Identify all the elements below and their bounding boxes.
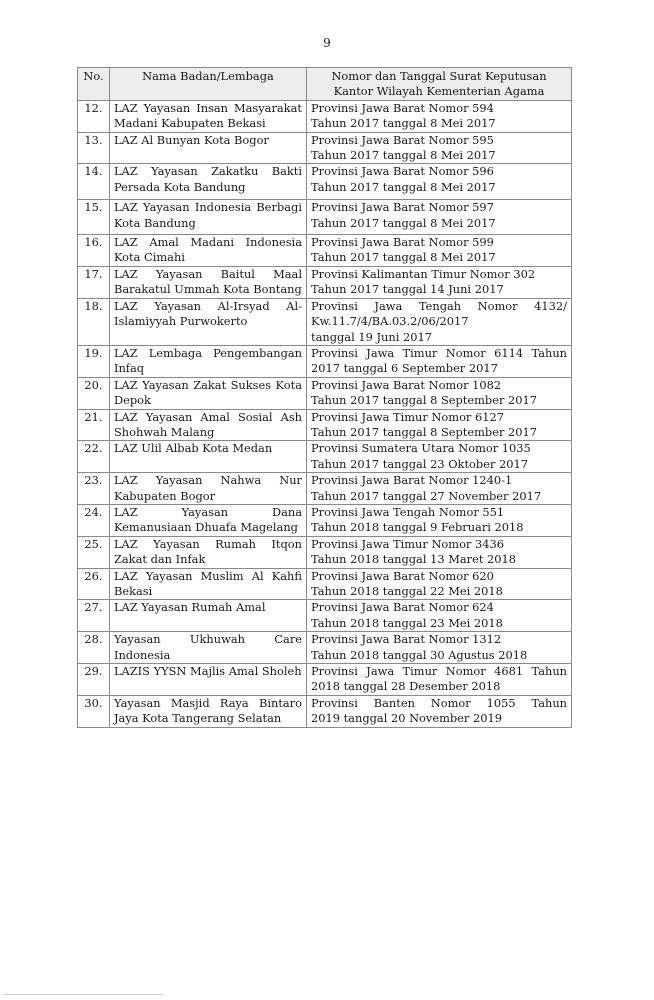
decree-line-2: Tahun 2017 tanggal 8 September 2017 xyxy=(311,393,537,408)
institution-name: LAZ Lembaga Pengembangan Infaq xyxy=(109,345,306,377)
decree-cell xyxy=(307,266,572,298)
table-row xyxy=(78,345,572,377)
institution-name: LAZ Amal Madani Indonesia Kota Cimahi xyxy=(109,235,306,267)
table-row xyxy=(78,473,572,505)
decree-line-1: Provinsi Jawa Tengah Nomor 4132/ xyxy=(311,298,567,313)
decree-line-1: Provinsi Jawa Tengah Nomor 551 xyxy=(311,504,505,519)
decree-line-2: Tahun 2018 tanggal 30 Agustus 2018 xyxy=(311,647,528,662)
row-number: 13. xyxy=(78,132,110,164)
institution-name: LAZ Yayasan Indonesia Berbagi Kota Bandung xyxy=(109,200,306,235)
institution-name: Yayasan Ukhuwah Care Indonesia xyxy=(109,632,306,664)
decree-line-2: 2019 tanggal 20 November 2019 xyxy=(311,711,502,726)
decree-line-2: Tahun 2017 tanggal 8 Mei 2017 xyxy=(311,116,496,131)
decree-line-2: Tahun 2017 tanggal 8 Mei 2017 xyxy=(311,148,496,163)
table-row xyxy=(78,377,572,409)
row-number: 18. xyxy=(78,298,110,345)
institution-name: LAZ Yayasan Nahwa Nur Kabupaten Bogor xyxy=(109,473,306,505)
institution-name: LAZ Yayasan Zakatku Bakti Persada Kota Bandung xyxy=(109,164,306,200)
decree-line-2: Tahun 2017 tanggal 27 November 2017 xyxy=(311,488,542,503)
decree-line-1: Provinsi Jawa Barat Nomor 1240-1 xyxy=(311,473,513,488)
decree-cell xyxy=(307,132,572,164)
decree-line-2: Tahun 2017 tanggal 8 Mei 2017 xyxy=(311,215,496,230)
decree-line-2: 2018 tanggal 28 Desember 2018 xyxy=(311,679,501,694)
institution-name: LAZ Yayasan Dana Kemanusiaan Dhuafa Magelang xyxy=(109,504,306,536)
row-number: 25. xyxy=(78,536,110,568)
table-row xyxy=(78,600,572,632)
row-number: 17. xyxy=(78,266,110,298)
decree-line-1: Provinsi Jawa Barat Nomor 594 xyxy=(311,100,494,115)
table-row xyxy=(78,632,572,664)
decree-cell xyxy=(307,536,572,568)
decree-line-1: Provinsi Jawa Timur Nomor 6114 Tahun xyxy=(311,345,567,360)
decree-line-1: Provinsi Sumatera Utara Nomor 1035 xyxy=(311,441,531,456)
row-number: 16. xyxy=(78,235,110,267)
page-number: 9 xyxy=(323,36,331,50)
table-row xyxy=(78,441,572,473)
institution-name: LAZ Yayasan Baitul Maal Barakatul Ummah Kota Bontang xyxy=(109,266,306,298)
decree-line-1: Provinsi Jawa Barat Nomor 596 xyxy=(311,164,494,179)
page-bottom-divider xyxy=(3,994,163,995)
table-row xyxy=(78,235,572,267)
decree-cell xyxy=(307,568,572,600)
table-body xyxy=(78,100,572,727)
institution-name: LAZ Yayasan Muslim Al Kahfi Bekasi xyxy=(109,568,306,600)
table-row xyxy=(78,100,572,132)
institution-name: LAZ Ulil Albab Kota Medan xyxy=(109,441,306,473)
decree-line-2: Tahun 2017 tanggal 8 Mei 2017 xyxy=(311,179,496,194)
decree-cell xyxy=(307,473,572,505)
decree-line-1: Provinsi Jawa Barat Nomor 1312 xyxy=(311,632,502,647)
table-row xyxy=(78,409,572,441)
decree-line-3: tanggal 19 Juni 2017 xyxy=(311,329,432,344)
institution-name: LAZ Yayasan Rumah Itqon Zakat dan Infak xyxy=(109,536,306,568)
decree-cell xyxy=(307,664,572,696)
decree-line-2: Tahun 2017 tanggal 14 Juni 2017 xyxy=(311,282,504,297)
table-row xyxy=(78,266,572,298)
table-row xyxy=(78,695,572,727)
institution-name: LAZ Yayasan Al-Irsyad Al-Islamiyyah Purwokerto xyxy=(109,298,306,345)
institution-name: LAZ Yayasan Zakat Sukses Kota Depok xyxy=(109,377,306,409)
decree-cell xyxy=(307,345,572,377)
row-number: 15. xyxy=(78,200,110,235)
row-number: 19. xyxy=(78,345,110,377)
row-number: 22. xyxy=(78,441,110,473)
row-number: 23. xyxy=(78,473,110,505)
row-number: 20. xyxy=(78,377,110,409)
decree-cell xyxy=(307,695,572,727)
decree-line-1: Provinsi Jawa Timur Nomor 4681 Tahun xyxy=(311,664,567,679)
header-no: No. xyxy=(78,68,110,101)
institution-name: LAZ Yayasan Amal Sosial Ash Shohwah Malang xyxy=(109,409,306,441)
laz-registry-table xyxy=(77,67,572,728)
decree-cell xyxy=(307,200,572,235)
institution-name: LAZ Yayasan Rumah Amal xyxy=(109,600,306,632)
decree-cell xyxy=(307,235,572,267)
row-number: 28. xyxy=(78,632,110,664)
decree-line-2: Tahun 2018 tanggal 22 Mei 2018 xyxy=(311,584,503,598)
table-row xyxy=(78,664,572,696)
institution-name: LAZIS YYSN Majlis Amal Sholeh xyxy=(109,664,306,696)
row-number: 26. xyxy=(78,568,110,600)
institution-name: LAZ Yayasan Insan Masyarakat Madani Kabupaten Bekasi xyxy=(109,100,306,132)
decree-cell xyxy=(307,600,572,632)
table-row xyxy=(78,568,572,600)
decree-line-1: Provinsi Jawa Barat Nomor 595 xyxy=(311,132,494,147)
decree-cell xyxy=(307,409,572,441)
table-row xyxy=(78,504,572,536)
decree-line-1: Provinsi Jawa Barat Nomor 599 xyxy=(311,235,494,250)
decree-line-1: Provinsi Jawa Barat Nomor 620 xyxy=(311,568,494,583)
decree-line-2: Tahun 2017 tanggal 23 Oktober 2017 xyxy=(311,456,528,471)
row-number: 27. xyxy=(78,600,110,632)
decree-cell xyxy=(307,504,572,536)
decree-cell xyxy=(307,441,572,473)
table-row xyxy=(78,536,572,568)
table-row xyxy=(78,164,572,200)
decree-line-1: Provinsi Jawa Barat Nomor 597 xyxy=(311,200,494,215)
row-number: 21. xyxy=(78,409,110,441)
row-number: 29. xyxy=(78,664,110,696)
row-number: 30. xyxy=(78,695,110,727)
decree-line-1: Provinsi Jawa Barat Nomor 1082 xyxy=(311,377,502,392)
decree-line-2: Tahun 2018 tanggal 9 Februari 2018 xyxy=(311,520,524,535)
decree-line-1: Provinsi Banten Nomor 1055 Tahun xyxy=(311,695,567,710)
header-name: Nama Badan/Lembaga xyxy=(109,68,306,101)
table-header-row xyxy=(78,68,572,101)
decree-line-2: Tahun 2017 tanggal 8 Mei 2017 xyxy=(311,250,496,265)
table-row xyxy=(78,132,572,164)
row-number: 14. xyxy=(78,164,110,200)
decree-cell xyxy=(307,298,572,345)
decree-line-2: Tahun 2018 tanggal 23 Mei 2018 xyxy=(311,615,503,630)
row-number: 12. xyxy=(78,100,110,132)
decree-cell xyxy=(307,377,572,409)
decree-line-1: Provinsi Jawa Timur Nomor 6127 xyxy=(311,409,504,424)
table-row xyxy=(78,298,572,345)
decree-line-1: Provinsi Jawa Timur Nomor 3436 xyxy=(311,536,504,551)
institution-name: Yayasan Masjid Raya Bintaro Jaya Kota Tangerang Selatan xyxy=(109,695,306,727)
decree-line-2: Tahun 2018 tanggal 13 Maret 2018 xyxy=(311,552,517,567)
decree-line-1: Provinsi Kalimantan Timur Nomor 302 xyxy=(311,266,536,281)
decree-line-2: 2017 tanggal 6 September 2017 xyxy=(311,361,498,376)
decree-cell xyxy=(307,632,572,664)
decree-cell xyxy=(307,164,572,200)
row-number: 24. xyxy=(78,504,110,536)
decree-line-2: Kw.11.7/4/BA.03.2/06/2017 xyxy=(311,314,469,329)
institution-name: LAZ Al Bunyan Kota Bogor xyxy=(109,132,306,164)
decree-line-2: Tahun 2017 tanggal 8 September 2017 xyxy=(311,424,537,439)
decree-line-1: Provinsi Jawa Barat Nomor 624 xyxy=(311,600,494,615)
header-decree: Nomor dan Tanggal Surat Keputusan Kantor Wilayah Kementerian Agama xyxy=(307,68,572,101)
decree-cell xyxy=(307,100,572,132)
table-row xyxy=(78,200,572,235)
